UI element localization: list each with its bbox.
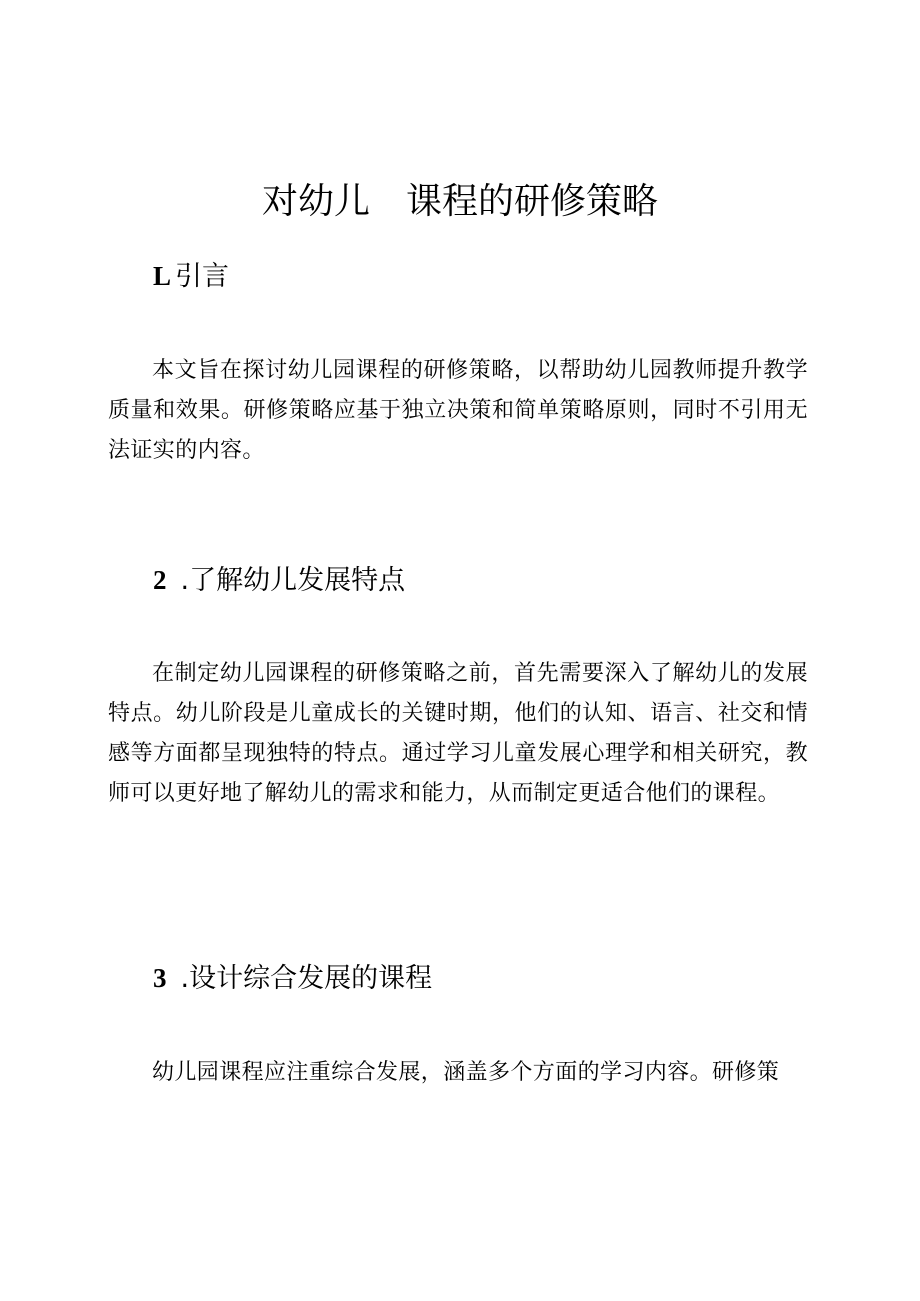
section-heading-text: .设计综合发展的课程 xyxy=(180,963,433,994)
section-heading-curriculum-design xyxy=(153,958,432,999)
section-paragraph-curriculum-design: 幼儿园课程应注重综合发展，涵盖多个方面的学习内容。研修策 xyxy=(152,1060,780,1085)
section-paragraph-child-development: 在制定幼儿园课程的研修策略之前，首先需要深入了解幼儿的发展特点。幼儿阶段是儿童成长的关键时期，他们的认知、语言、社交和情感等方面都呈现独特的特点。通过学习儿童发展心理学和相关研究，教师可以更好地了解幼儿的需求和能力，从而制定更适合他们的课程。 xyxy=(108,661,808,806)
section-heading-introduction xyxy=(153,256,229,297)
section-number: 2 xyxy=(153,565,167,595)
section-paragraph-introduction: 本文旨在探讨幼儿园课程的研修策略，以帮助幼儿园教师提升教学质量和效果。研修策略应基于独立决策和简单策略原则，同时不引用无法证实的内容。 xyxy=(108,358,808,463)
document-title: 对幼儿 课程的研修策略 xyxy=(261,181,658,222)
section-heading-text: .了解幼儿发展特点 xyxy=(180,565,406,596)
section-heading-child-development xyxy=(153,560,405,601)
section-number: L xyxy=(153,261,172,291)
section-heading-text: 引言 xyxy=(175,261,230,292)
section-number: 3 xyxy=(153,963,167,993)
